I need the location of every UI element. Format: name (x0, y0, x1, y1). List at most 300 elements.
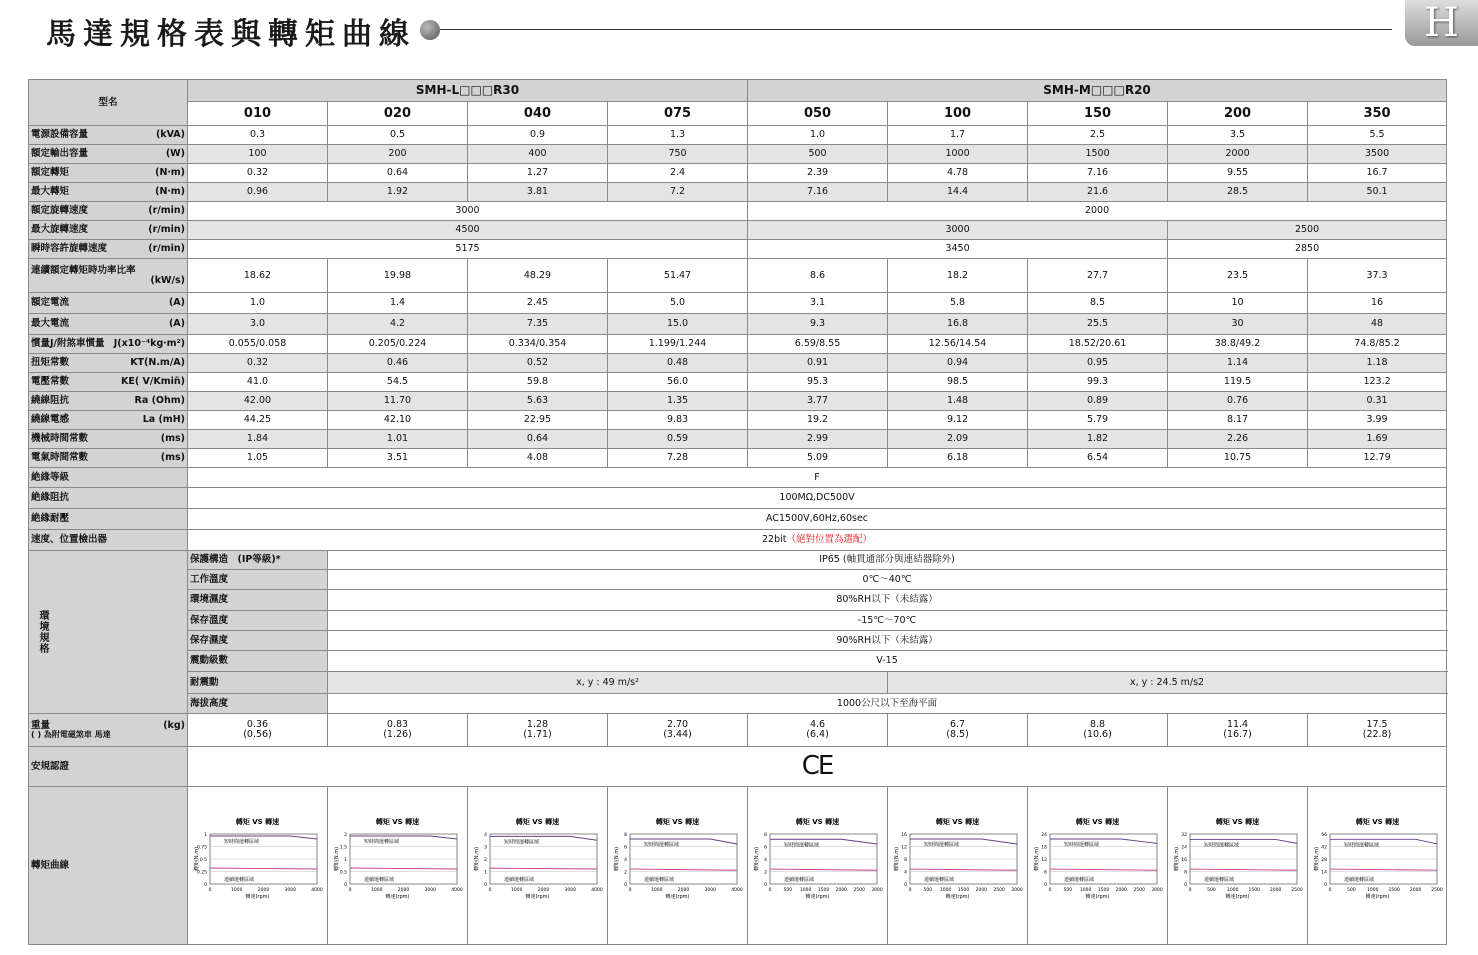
row-unit: (A) (168, 297, 185, 309)
value-cell: 6.18 (888, 449, 1028, 468)
y-tick-label: 8 (764, 832, 768, 838)
value-cell: 0.94 (888, 354, 1028, 373)
value-cell: 100 (188, 145, 328, 164)
x-axis-label: 轉速(rpm) (1365, 893, 1390, 900)
x-tick-label: 3000 (1011, 887, 1023, 893)
value-cell: 9.55 (1168, 164, 1308, 183)
group-header-m: SMH-M□□□R20 (748, 80, 1447, 102)
row-label: 絶緣阻抗 (29, 488, 188, 509)
y-tick-label: 18 (1041, 845, 1048, 850)
row-sublabel: ( ) 為附電磁煞車 馬達 (31, 729, 111, 739)
weight-value: 17.5 (1366, 719, 1388, 731)
table-row (29, 293, 1447, 314)
annotation-continuous: 連續運轉區域 (784, 876, 815, 883)
row-label (29, 714, 188, 747)
row-label: 絶緣等級 (29, 468, 188, 488)
x-axis-label: 轉速(rpm) (805, 893, 830, 900)
row-label (29, 164, 188, 183)
series-line (210, 868, 317, 869)
y-axis-label: 轉矩(N.m) (474, 846, 480, 871)
value-cell: 100MΩ,DC500V (188, 488, 1447, 509)
value-cell: 1000公尺以下至海平面 (328, 694, 1447, 714)
y-tick-label: 0.5 (199, 857, 207, 863)
value-cell (468, 714, 608, 747)
row-label (29, 335, 188, 354)
value-cell: 0.89 (1028, 392, 1168, 411)
row-unit: (ms) (160, 433, 185, 445)
value-cell: x, y : 24.5 m/s2 (888, 672, 1447, 694)
value-cell: 37.3 (1308, 259, 1447, 293)
x-axis-label: 轉速(rpm) (385, 893, 410, 900)
value-cell: 18.52/20.61 (1028, 335, 1168, 354)
value-cell: 5.79 (1028, 411, 1168, 430)
value-cell: 8.6 (748, 259, 888, 293)
env-group-text: 環境規格 (37, 610, 48, 654)
value-cell: 3.5 (1168, 126, 1308, 145)
chart-title: 轉矩 VS 轉速 (515, 817, 560, 826)
value-cell: 42.00 (188, 392, 328, 411)
x-tick-label: 1500 (1388, 887, 1400, 893)
x-tick-label: 4000 (311, 887, 323, 893)
value-cell: 1.7 (888, 126, 1028, 145)
y-tick-label: 0 (1044, 882, 1048, 888)
x-tick-label: 0 (348, 887, 352, 893)
annotation-short: 短時間運轉區域 (364, 838, 400, 845)
row-unit: Ra (Ohm) (134, 395, 185, 407)
value-cell: 4500 (188, 221, 748, 240)
value-cell: 18.2 (888, 259, 1028, 293)
x-tick-label: 1500 (1248, 887, 1260, 893)
value-cell: 4.08 (468, 449, 608, 468)
value-cell: 48 (1308, 314, 1447, 335)
value-cell: 9.3 (748, 314, 888, 335)
y-tick-label: 2 (764, 870, 768, 875)
row-label-text: 最大轉矩 (31, 186, 70, 198)
table-row (29, 449, 1447, 468)
row-label (29, 430, 188, 449)
x-tick-label: 0 (1328, 887, 1332, 893)
annotation-continuous: 連續運轉區域 (1064, 876, 1095, 883)
value-cell: 2000 (1168, 145, 1308, 164)
value-cell (1168, 714, 1308, 747)
value-cell: 5.8 (888, 293, 1028, 314)
value-cell: 5.0 (608, 293, 748, 314)
x-tick-label: 2000 (677, 887, 690, 893)
row-unit: (A) (168, 318, 185, 330)
torque-curve-chart (1168, 788, 1307, 944)
value-cell: 42.10 (328, 411, 468, 430)
row-label (29, 183, 188, 202)
x-tick-label: 2000 (1115, 887, 1128, 893)
table-row (29, 714, 1447, 747)
torque-curve-chart (468, 788, 607, 944)
value-cell: 0.9 (468, 126, 608, 145)
value-cell: 2850 (1168, 240, 1447, 259)
annotation-short: 短時間運轉區域 (924, 841, 960, 848)
y-tick-label: 32 (1181, 832, 1188, 838)
x-tick-label: 1000 (1367, 887, 1379, 893)
row-label: 工作溫度 (188, 570, 328, 590)
weight-value: 11.4 (1226, 719, 1249, 731)
annotation-short: 短時間運轉區域 (644, 841, 680, 848)
row-label-text: 慣量J/附煞車慣量 (31, 338, 105, 350)
row-label-text: 瞬時容許旋轉速度 (31, 243, 108, 255)
page-title: 馬達規格表與轉矩曲線 (46, 17, 416, 52)
x-axis-label: 轉速(rpm) (665, 893, 690, 900)
y-tick-label: 0.75 (196, 845, 207, 850)
table-row (29, 183, 1447, 202)
value-cell: 1.0 (188, 293, 328, 314)
value-cell: 0.91 (748, 354, 888, 373)
torque-curve-cell (188, 787, 328, 945)
value-cell: 3.81 (468, 183, 608, 202)
value-cell: 23.5 (1168, 259, 1308, 293)
row-label (29, 392, 188, 411)
x-tick-label: 2000 (835, 887, 848, 893)
ce-mark: CE (188, 747, 1447, 787)
row-unit: (r/min) (148, 243, 185, 255)
value-cell: 16 (1308, 293, 1447, 314)
table-row (29, 631, 1447, 651)
row-label-text: 額定轉矩 (31, 167, 70, 179)
model-code: 200 (1168, 102, 1308, 126)
value-cell: 98.5 (888, 373, 1028, 392)
x-axis-label: 轉速(rpm) (1085, 893, 1110, 900)
value-cell: 38.8/49.2 (1168, 335, 1308, 354)
x-tick-label: 1000 (651, 887, 663, 893)
value-cell: 16.7 (1308, 164, 1447, 183)
series-line (770, 869, 877, 870)
value-cell: 1.27 (468, 164, 608, 183)
value-cell: 5175 (188, 240, 748, 259)
row-label: 絶緣耐壓 (29, 509, 188, 530)
value-cell (1308, 714, 1447, 747)
value-cell: AC1500V,60Hz,60sec (188, 509, 1447, 530)
x-tick-label: 2000 (257, 887, 270, 893)
torque-curve-cell (1028, 787, 1168, 945)
value-cell: 2500 (1168, 221, 1447, 240)
row-label (29, 145, 188, 164)
y-tick-label: 0 (1184, 882, 1188, 888)
value-cell: V-15 (328, 651, 1447, 672)
spec-table (28, 79, 1447, 945)
table-row (29, 551, 1447, 570)
x-tick-label: 2500 (993, 887, 1005, 893)
value-cell: 500 (748, 145, 888, 164)
x-tick-label: 3000 (871, 887, 883, 893)
weight-brake-value: (0.56) (243, 729, 272, 740)
value-cell: 0.205/0.224 (328, 335, 468, 354)
row-label-text: 繞線電感 (31, 414, 70, 426)
table-row (29, 354, 1447, 373)
x-tick-label: 4000 (451, 887, 463, 893)
value-cell: 99.3 (1028, 373, 1168, 392)
y-tick-label: 6 (764, 845, 768, 850)
title-bullet-icon (420, 20, 440, 40)
chart-title: 轉矩 VS 轉速 (1215, 817, 1260, 826)
value-cell: 15.0 (608, 314, 748, 335)
y-axis-label: 轉矩(N.m) (1174, 846, 1181, 871)
value-cell: 0.334/0.354 (468, 335, 608, 354)
annotation-continuous: 連續運轉區域 (1344, 876, 1375, 883)
table-row (29, 221, 1447, 240)
annotation-continuous: 連續運轉區域 (1204, 876, 1235, 883)
y-tick-label: 1 (484, 870, 487, 875)
y-axis-label: 轉矩(N.m) (334, 846, 340, 871)
value-cell: 48.29 (468, 259, 608, 293)
value-cell: 1.3 (608, 126, 748, 145)
row-label: 轉矩曲線 (29, 787, 188, 945)
chart-title: 轉矩 VS 轉速 (235, 817, 280, 826)
value-cell: 3.51 (328, 449, 468, 468)
x-tick-label: 0 (1188, 887, 1192, 893)
annotation-continuous: 連續運轉區域 (364, 876, 395, 883)
value-cell: 95.3 (748, 373, 888, 392)
torque-curve-cell (1168, 787, 1308, 945)
row-label-text: 連續額定轉矩時功率比率 (31, 264, 136, 276)
y-tick-label: 4 (484, 832, 487, 838)
table-row (29, 411, 1447, 430)
x-tick-label: 2500 (1133, 887, 1145, 893)
y-tick-label: 6 (624, 845, 627, 850)
annotation-short: 短時間運轉區域 (504, 838, 540, 845)
row-label: 震動級數 (188, 651, 328, 672)
value-cell: 0.3 (188, 126, 328, 145)
value-cell: 51.47 (608, 259, 748, 293)
row-label (29, 259, 188, 293)
value-cell: 1.0 (748, 126, 888, 145)
value-cell: 10.75 (1168, 449, 1308, 468)
row-unit: La (mH) (142, 414, 185, 426)
x-tick-label: 1000 (939, 887, 952, 893)
value-cell (328, 714, 468, 747)
weight-brake-value: (1.26) (383, 729, 412, 740)
value-cell (188, 530, 1447, 551)
value-cell: F (188, 468, 1447, 488)
chart-title: 轉矩 VS 轉速 (935, 817, 980, 826)
x-tick-label: 2500 (853, 887, 865, 893)
row-unit: (W) (165, 148, 185, 160)
x-tick-label: 2000 (975, 887, 988, 893)
value-cell: 25.5 (1028, 314, 1168, 335)
value-cell: 11.70 (328, 392, 468, 411)
y-axis-label: 轉矩(N.m) (614, 846, 620, 871)
value-cell: 8.5 (1028, 293, 1168, 314)
model-code: 075 (608, 102, 748, 126)
model-code: 010 (188, 102, 328, 126)
value-cell: 41.0 (188, 373, 328, 392)
x-tick-label: 2000 (1269, 887, 1282, 893)
value-cell: 28.5 (1168, 183, 1308, 202)
x-tick-label: 500 (1207, 887, 1216, 893)
value-cell: 50.1 (1308, 183, 1447, 202)
row-label-text: 機械時間常數 (31, 433, 89, 445)
y-axis-label: 轉矩(N.m) (1314, 846, 1321, 871)
y-tick-label: 2 (344, 832, 347, 838)
y-axis-label: 轉矩(N.m) (194, 846, 200, 871)
value-cell: 10 (1168, 293, 1308, 314)
value-cell: 0.59 (608, 430, 748, 449)
row-label-text: 重量 (31, 719, 51, 731)
y-tick-label: 0 (904, 882, 908, 888)
value-cell: 3.99 (1308, 411, 1447, 430)
value-cell: 7.16 (748, 183, 888, 202)
x-axis-label: 轉速(rpm) (945, 893, 970, 900)
row-unit: J(x10⁻⁴kg‧m²) (113, 338, 185, 350)
value-cell: 5.63 (468, 392, 608, 411)
weight-value: 6.7 (949, 719, 966, 731)
value-cell: 1.199/1.244 (608, 335, 748, 354)
row-label (29, 126, 188, 145)
value-cell: 3000 (188, 202, 748, 221)
row-unit: (kg) (163, 719, 185, 731)
value-cell: 0.31 (1308, 392, 1447, 411)
weight-brake-value: (10.6) (1083, 729, 1112, 740)
torque-curve-cell (888, 787, 1028, 945)
x-tick-label: 1000 (231, 887, 243, 893)
row-unit: KT(N.m/A) (130, 357, 185, 369)
y-axis-label: 轉矩(N.m) (894, 846, 901, 871)
annotation-short: 短時間運轉區域 (224, 838, 260, 845)
chart-title: 轉矩 VS 轉速 (1355, 817, 1400, 826)
y-tick-label: 1 (204, 832, 207, 838)
value-cell: 3000 (748, 221, 1168, 240)
x-axis-label: 轉速(rpm) (1225, 893, 1250, 900)
series-line (910, 869, 1017, 870)
value-cell: 19.98 (328, 259, 468, 293)
model-code: 040 (468, 102, 608, 126)
y-tick-label: 12 (1041, 857, 1048, 863)
y-tick-label: 0 (344, 882, 347, 888)
torque-curve-chart (188, 788, 327, 944)
torque-curve-chart (1028, 788, 1167, 944)
value-cell: 3450 (748, 240, 1168, 259)
value-cell: 0.32 (188, 354, 328, 373)
section-tab[interactable]: H (1405, 0, 1478, 46)
x-tick-label: 3000 (424, 887, 436, 893)
model-code: 100 (888, 102, 1028, 126)
series-line (1330, 869, 1437, 870)
y-tick-label: 1 (344, 857, 347, 863)
torque-curve-chart (888, 788, 1027, 944)
value-cell: 80%RH以下（未結露） (328, 590, 1447, 611)
row-label: 安規認證 (29, 747, 188, 787)
x-tick-label: 1000 (371, 887, 383, 893)
torque-curve-chart (608, 788, 747, 944)
table-row (29, 570, 1447, 590)
weight-brake-value: (3.44) (663, 729, 692, 740)
table-row (29, 430, 1447, 449)
row-unit: (r/min) (148, 224, 185, 236)
value-cell: 12.79 (1308, 449, 1447, 468)
value-cell: 27.7 (1028, 259, 1168, 293)
title-rule (440, 29, 1392, 30)
value-cell: x, y : 49 m/s² (328, 672, 888, 694)
value-cell: 56.0 (608, 373, 748, 392)
row-label-text: 扭矩常數 (31, 357, 70, 369)
value-cell: 18.62 (188, 259, 328, 293)
x-tick-label: 3000 (564, 887, 576, 893)
value-cell: 1.35 (608, 392, 748, 411)
model-code: 350 (1308, 102, 1447, 126)
table-row (29, 747, 1447, 787)
value-cell: 3500 (1308, 145, 1447, 164)
x-tick-label: 4000 (731, 887, 743, 893)
torque-curve-cell (608, 787, 748, 945)
value-cell (888, 714, 1028, 747)
table-row (29, 468, 1447, 488)
value-cell: 0.52 (468, 354, 608, 373)
torque-curve-chart (748, 788, 887, 944)
row-unit: (N‧m) (155, 186, 185, 198)
row-label: 保存溫度 (188, 611, 328, 631)
x-axis-label: 轉速(rpm) (245, 893, 270, 900)
annotation-short: 短時間運轉區域 (784, 841, 820, 848)
x-tick-label: 500 (783, 887, 793, 893)
y-tick-label: 8 (624, 832, 627, 838)
torque-curve-cell (748, 787, 888, 945)
y-tick-label: 0 (624, 882, 627, 888)
y-axis-label: 轉矩(N.m) (754, 846, 761, 871)
value-cell: 0.055/0.058 (188, 335, 328, 354)
row-label (29, 240, 188, 259)
value-cell: 1.92 (328, 183, 468, 202)
env-group-label (29, 551, 188, 714)
y-tick-label: 12 (901, 845, 908, 850)
weight-value: 0.83 (386, 719, 409, 731)
weight-value: 4.6 (809, 719, 826, 731)
x-tick-label: 0 (1048, 887, 1052, 893)
y-tick-label: 16 (1181, 857, 1188, 863)
value-cell: 1.14 (1168, 354, 1308, 373)
annotation-short: 短時間運轉區域 (1344, 841, 1380, 848)
x-tick-label: 1500 (957, 887, 970, 893)
y-tick-label: 0.5 (339, 870, 347, 875)
table-row (29, 126, 1447, 145)
x-tick-label: 0 (768, 887, 772, 893)
x-tick-label: 1500 (1097, 887, 1110, 893)
value-cell: 400 (468, 145, 608, 164)
chart-title: 轉矩 VS 轉速 (655, 817, 700, 826)
table-row (29, 202, 1447, 221)
value-cell: 1500 (1028, 145, 1168, 164)
row-label (29, 221, 188, 240)
chart-title: 轉矩 VS 轉速 (795, 817, 840, 826)
row-unit: KE( V/Kmin̄) (121, 376, 185, 388)
value-cell: 7.28 (608, 449, 748, 468)
value-cell: 2000 (748, 202, 1447, 221)
annotation-short: 短時間運轉區域 (1204, 841, 1240, 848)
table-row (29, 335, 1447, 354)
value-cell: 0℃～40℃ (328, 570, 1447, 590)
row-label-text: 額定輸出容量 (31, 148, 89, 160)
value-cell: 1.05 (188, 449, 328, 468)
value-cell: 1.4 (328, 293, 468, 314)
y-tick-label: 42 (1321, 845, 1328, 850)
x-tick-label: 500 (1063, 887, 1073, 893)
x-tick-label: 4000 (591, 887, 603, 893)
value-cell: 2.45 (468, 293, 608, 314)
table-row (29, 145, 1447, 164)
weight-brake-value: (22.8) (1362, 729, 1392, 740)
weight-value: 2.70 (666, 719, 689, 731)
series-line (1050, 869, 1157, 870)
value-cell: 0.48 (608, 354, 748, 373)
x-tick-label: 2000 (537, 887, 550, 893)
y-tick-label: 0 (764, 882, 768, 888)
table-row (29, 590, 1447, 611)
x-tick-label: 3000 (1151, 887, 1163, 893)
